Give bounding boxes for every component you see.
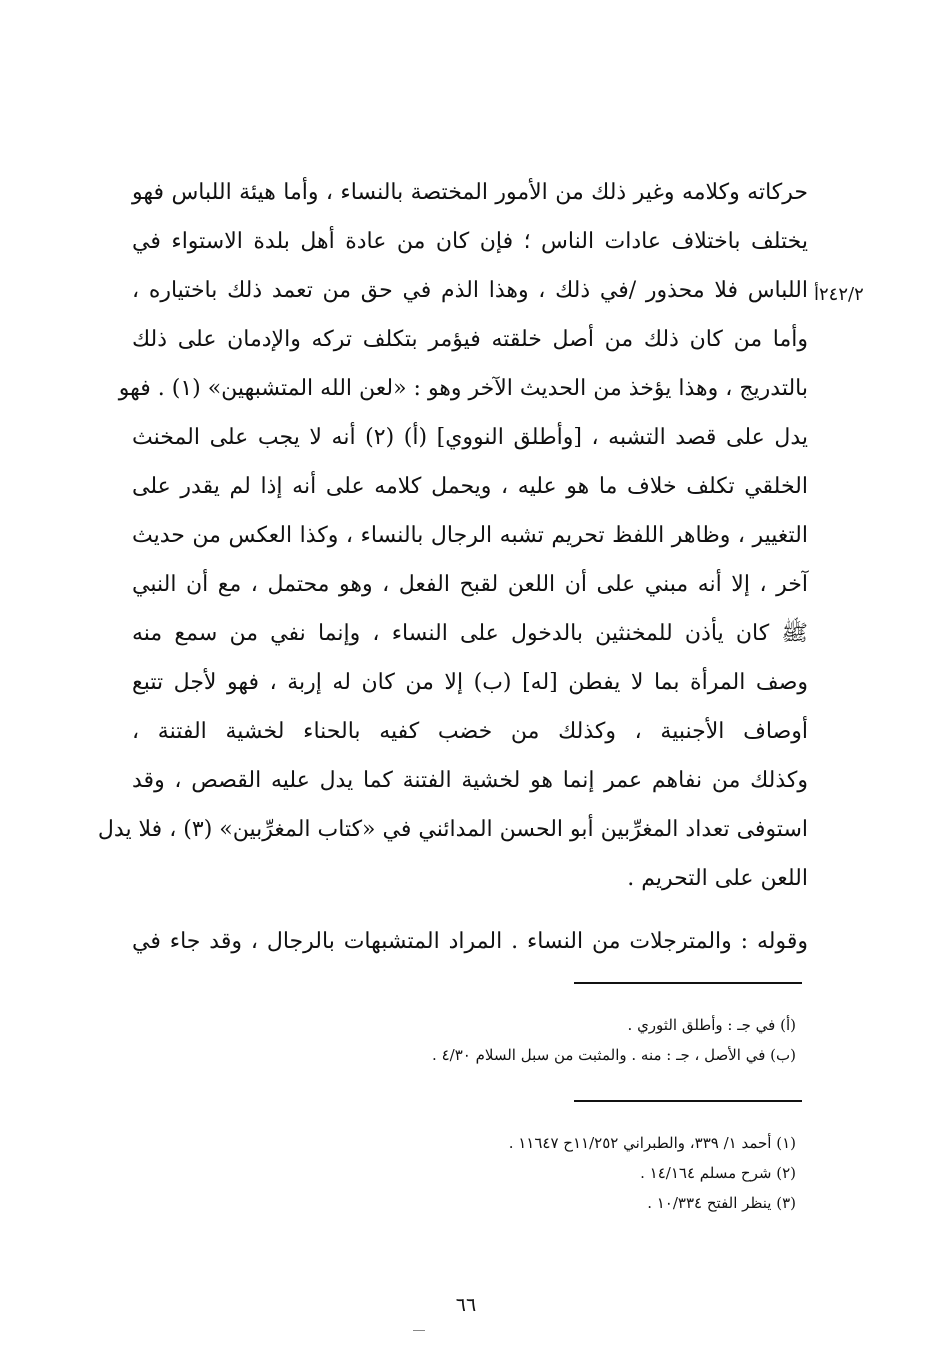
footnotes	[132, 1128, 796, 1218]
variant-notes-divider	[574, 982, 802, 984]
text-line: يختلف باختلاف عادات الناس ؛ فإن كان من عادة أهل بلدة الاستواء في	[132, 229, 808, 254]
variant-notes	[132, 1010, 796, 1070]
footnote: (٣) ينظر الفتح ١٠/٣٣٤ .	[647, 1194, 796, 1212]
text-line: وقوله : والمترجلات من النساء . المراد المتشبهات بالرجال ، وقد جاء في	[132, 929, 808, 954]
footnote: (٢) شرح مسلم ١٤/١٦٤ .	[640, 1164, 796, 1182]
text-line: وكذلك من نفاهم عمر إنما هو لخشية الفتنة كما يدل عليه القصص ، وقد	[132, 768, 808, 793]
text-line: وأما من كان ذلك من أصل خلقته فيؤمر بتكلف تركه والإدمان على ذلك	[132, 327, 808, 352]
footnote: (١) أحمد ١/ ٣٣٩، والطبراني ١١/٢٥٢ح ١١٦٤٧ .	[508, 1134, 796, 1152]
text-line: اللعن على التحريم .	[627, 866, 808, 891]
main-text	[97, 168, 808, 966]
manuscript-folio-note: ٢٤٢/٢أ	[814, 284, 864, 305]
page-number: ٦٦	[455, 1294, 477, 1316]
text-line: يدل على قصد التشبه ، [وأطلق النووي] (أ) (٢) أنه لا يجب على المخنث	[132, 425, 808, 450]
text-line: التغيير ، وظاهر اللفظ تحريم تشبه الرجال بالنساء ، وكذا العكس من حديث	[132, 523, 808, 548]
text-line: وصف المرأة بما لا يفطن [له] (ب) إلا من كان له إربة ، فهو لأجل تتبع	[132, 670, 808, 695]
text-line: استوفى تعداد المغرِّبين أبو الحسن المدائني في «كتاب المغرِّبين» (٣) ، فلا يدل	[97, 817, 808, 842]
text-line: حركاته وكلامه وغير ذلك من الأمور المختصة بالنساء ، وأما هيئة اللباس فهو	[132, 180, 808, 205]
variant-note: (أ) في جـ : وأطلق الثوري .	[627, 1016, 796, 1034]
footnotes-divider	[574, 1100, 802, 1102]
paragraph-gap	[132, 903, 808, 917]
text-line: اللباس فلا محذور /في ذلك ، وهذا الذم في حق من تعمد ذلك باختياره ،	[132, 278, 808, 303]
text-line: آخر ، إلا أنه مبني على أن اللعن لقبح الفعل ، وهو محتمل ، مع أن النبي	[132, 572, 808, 597]
text-line: بالتدريج ، وهذا يؤخذ من الحديث الآخر وهو : «لعن الله المتشبهين» (١) . فهو	[118, 376, 808, 401]
text-line: أوصاف الأجنبية ، وكذلك من خضب كفيه بالحناء لخشية الفتنة ،	[132, 719, 808, 744]
text-line: ﷺ كان يأذن للمخنثين بالدخول على النساء ، وإنما نفي من سمع منه	[132, 621, 808, 646]
text-line: الخلقي تكلف خلاف ما هو عليه ، ويحمل كلامه على أنه إذا لم يقدر على	[132, 474, 808, 499]
variant-note: (ب) في الأصل ، جـ : منه . والمثبت من سبل السلام ٤/٣٠ .	[432, 1046, 796, 1064]
scan-mark	[413, 1330, 425, 1331]
